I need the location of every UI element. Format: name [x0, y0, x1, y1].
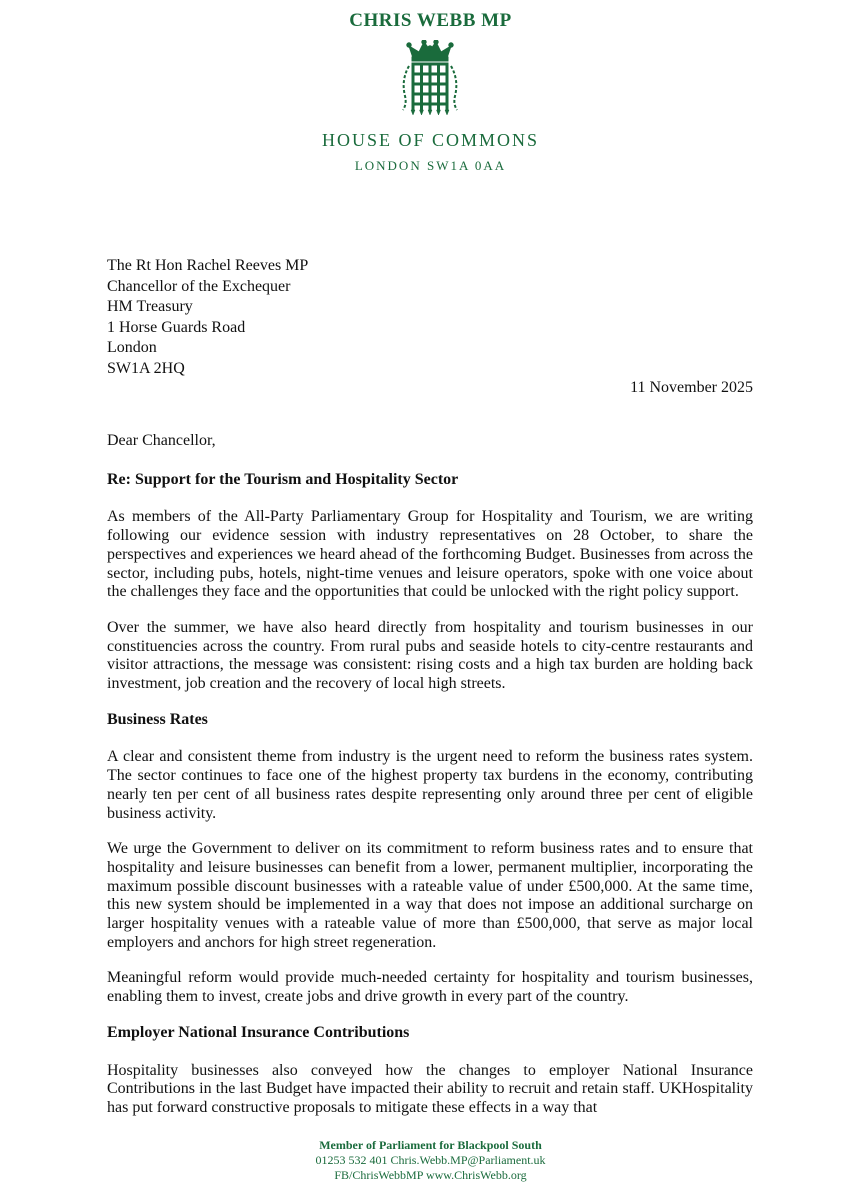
footer-constituency: Member of Parliament for Blackpool South — [319, 1138, 542, 1152]
salutation: Dear Chancellor, — [107, 432, 216, 449]
letter-date: 11 November 2025 — [630, 379, 753, 396]
footer-contact: 01253 532 401 Chris.Webb.MP@Parliament.uk — [315, 1153, 546, 1167]
paragraph: As members of the All-Party Parliamentary Group for Hospitality and Tourism, we are writing following our evidence session with industry representatives on 28 October, to share the perspectives and experiences we heard ahead of the forthcoming Budget. Businesses from across the sector, including pubs, hotels, night-time venues and leisure operators, spoke with one voice about the challenges they face and the opportunities that could be unlocked with the right policy support. — [107, 508, 753, 601]
recipient-line: Chancellor of the Exchequer — [107, 277, 291, 295]
paragraph: Meaningful reform would provide much-needed certainty for hospitality and tourism businesses, enabling them to invest, create jobs and drive growth in every part of the country. — [107, 969, 753, 1006]
house-of-commons: HOUSE OF COMMONS — [321, 130, 540, 150]
letterhead-address: LONDON SW1A 0AA — [354, 158, 507, 173]
recipient-line: London — [107, 339, 157, 357]
letter-footer — [0, 1138, 861, 1183]
mp-name: CHRIS WEBB MP — [349, 10, 512, 31]
paragraph: Hospitality businesses also conveyed how the changes to employer National Insurance Contributions in the last Budget have impacted their ability to recruit and retain staff. UKHospitality has put forward constructive proposals to mitigate these effects in a way that — [107, 1061, 753, 1116]
paragraph: A clear and consistent theme from industry is the urgent need to reform the business rates system. The sector continues to face one of the highest property tax burdens in the economy, contributing nearly ten per cent of all business rates despite representing only around three per cent of eligible business activity. — [107, 748, 753, 822]
recipient-line: SW1A 2HQ — [107, 359, 185, 377]
letter-body — [107, 432, 753, 1135]
paragraph: We urge the Government to deliver on its commitment to reform business rates and to ensure that hospitality and leisure businesses can benefit from a lower, permanent multiplier, incorporating the maximum possible discount businesses with a rateable value of under £500,000. At the same time, this new system should be implemented in a way that does not impose an additional surcharge on larger hospitality venues with a rateable value of more than £500,000, that serve as major local employers and anchors for high street regeneration. — [107, 840, 753, 951]
subject-line: Re: Support for the Tourism and Hospitality Sector — [107, 470, 459, 488]
section-heading-business-rates: Business Rates — [107, 710, 208, 728]
recipient-line: The Rt Hon Rachel Reeves MP — [107, 257, 309, 274]
recipient-address — [107, 256, 308, 380]
recipient-line: 1 Horse Guards Road — [107, 318, 246, 336]
footer-social: FB/ChrisWebbMP www.ChrisWebb.org — [334, 1168, 527, 1182]
section-heading-employer-nic: Employer National Insurance Contributions — [107, 1023, 410, 1041]
recipient-line: HM Treasury — [107, 298, 193, 316]
portcullis-icon — [395, 40, 465, 118]
paragraph: Over the summer, we have also heard directly from hospitality and tourism businesses in our constituencies across the country. From rural pubs and seaside hotels to city-centre restaurants and visitor attractions, the message was consistent: rising costs and a high tax burden are holding back investment, job creation and the recovery of local high streets. — [107, 618, 753, 693]
